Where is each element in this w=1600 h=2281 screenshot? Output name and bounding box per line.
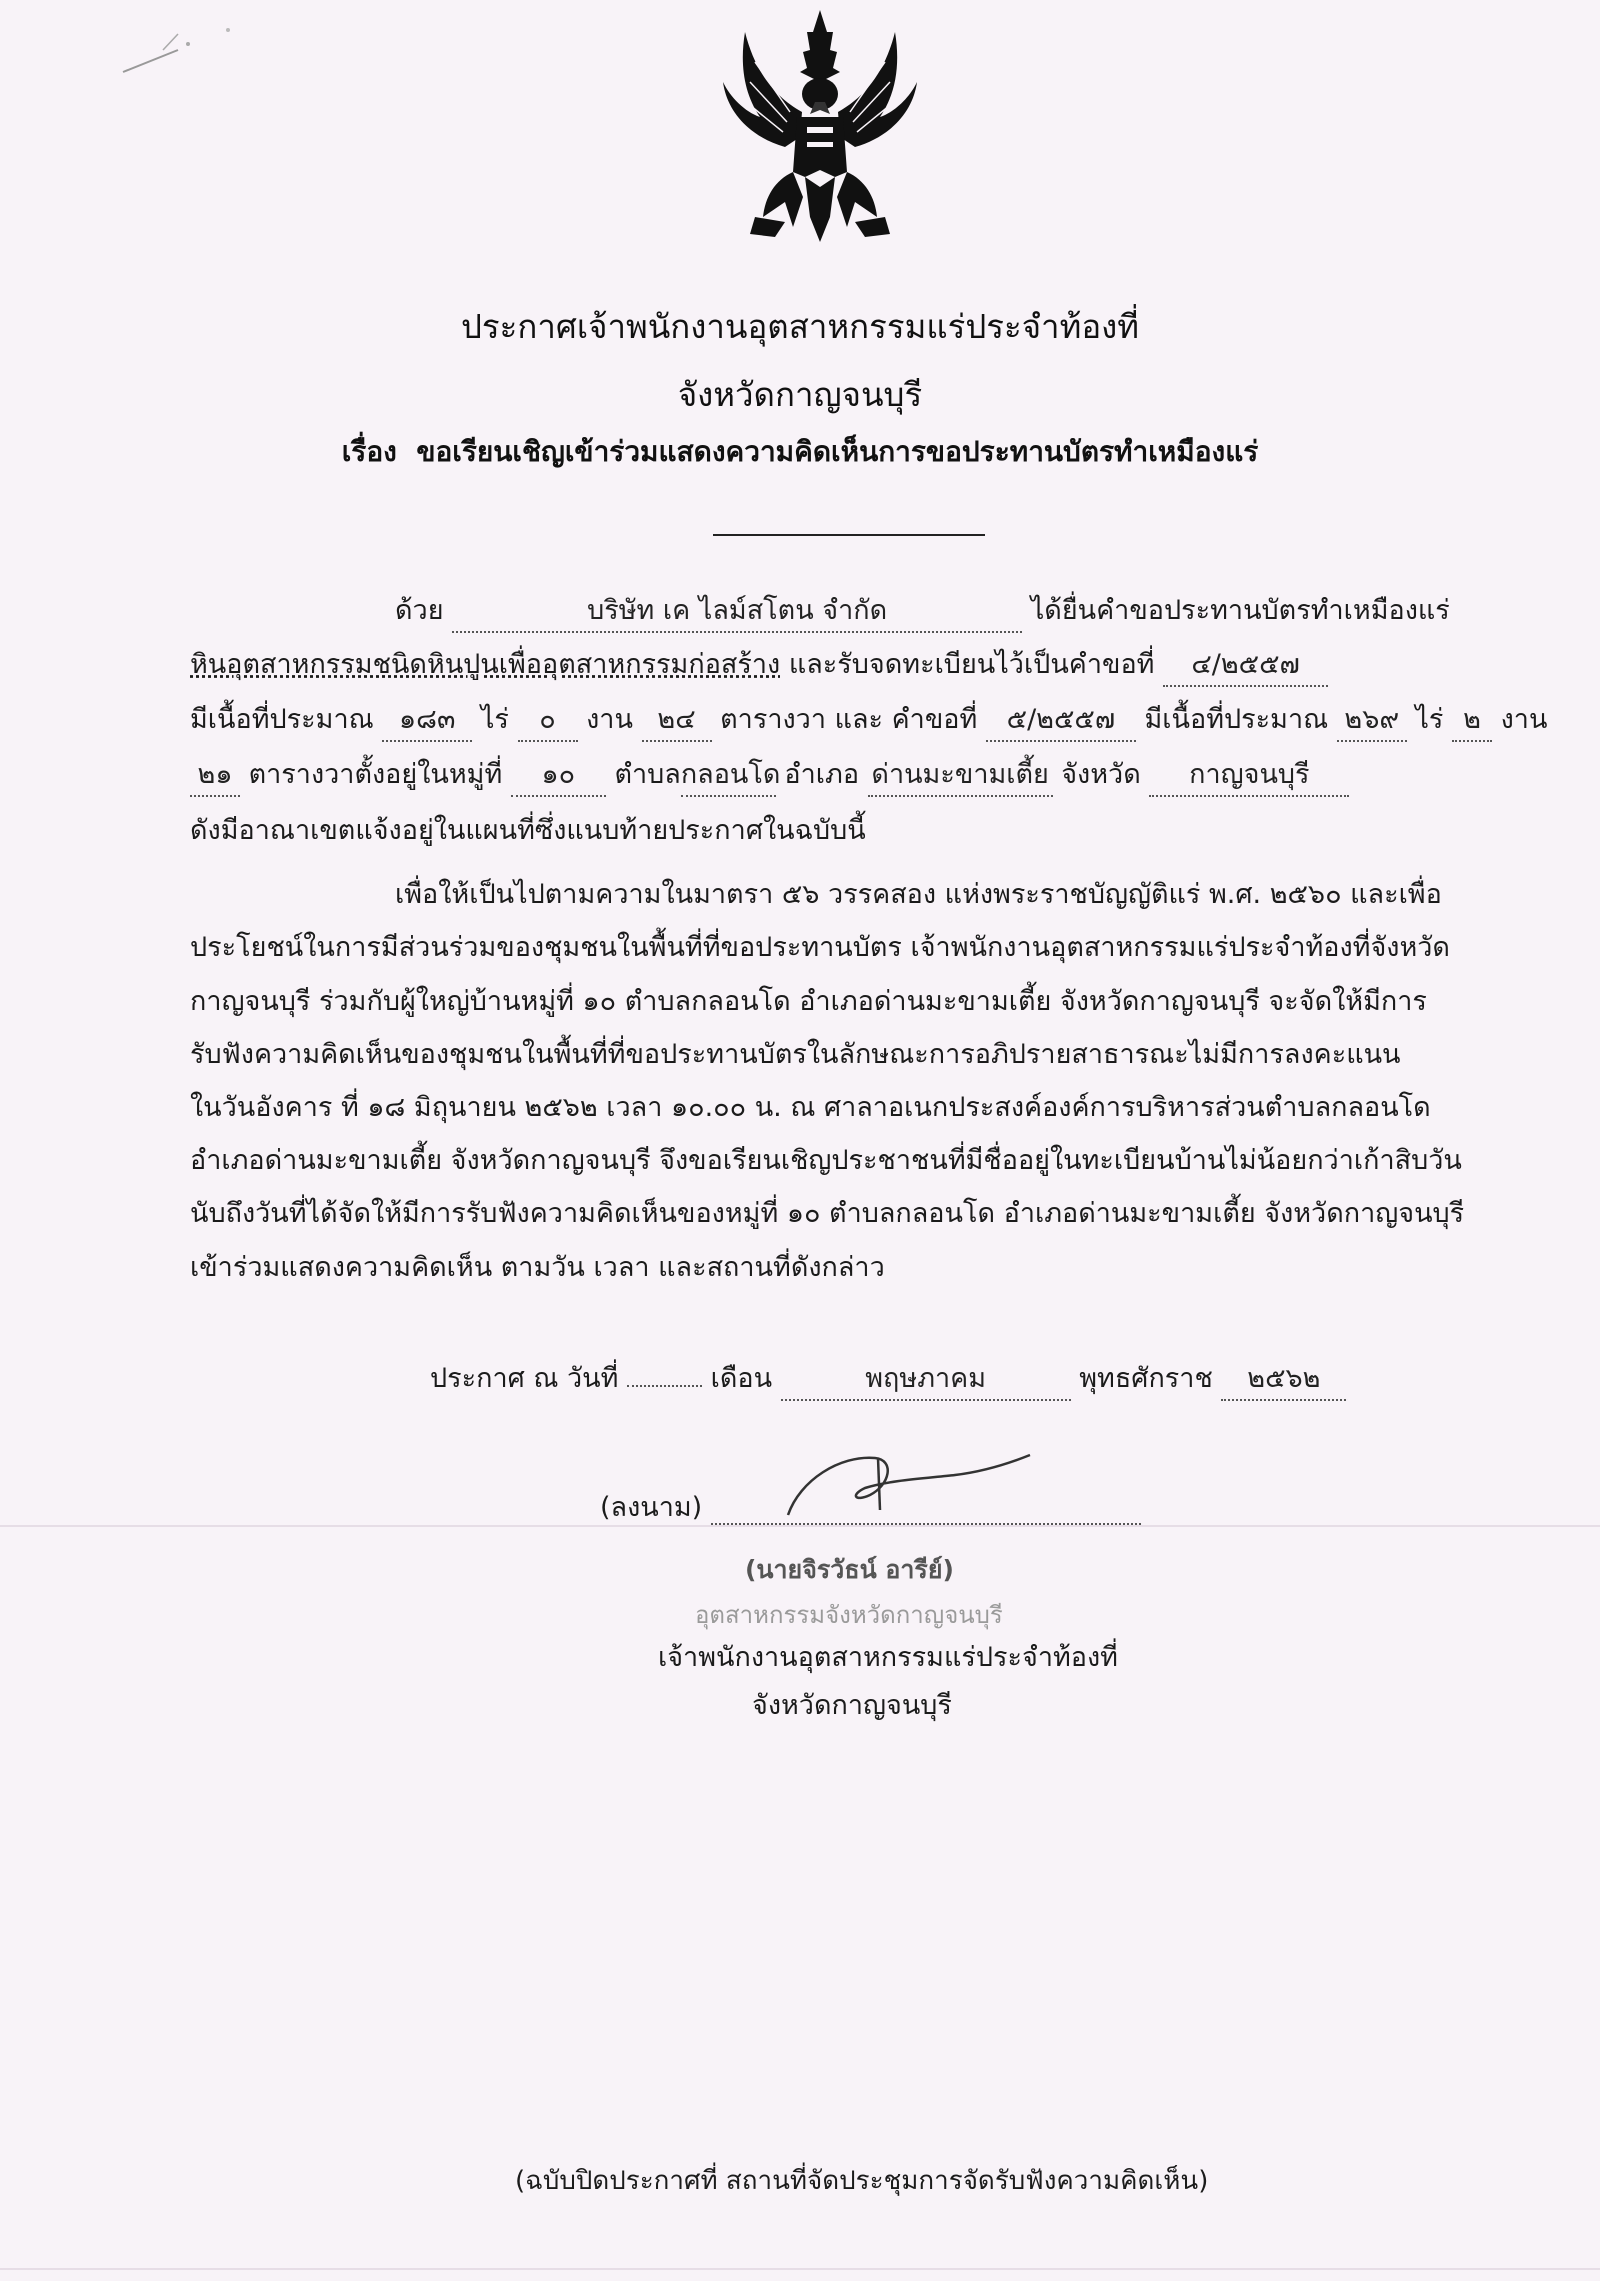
heading-divider: [713, 534, 985, 536]
body-line: นับถึงวันที่ได้จัดให้มีการรับฟังความคิดเห็นของหมู่ที่ ๑๐ ตำบลกลอนโด อำเภอด่านมะขามเตี้ย จังหวัดกาญจนบุรี: [190, 1198, 1465, 1229]
mineral-text: หินอุตสาหกรรมชนิดหินปูนเพื่ออุตสาหกรรมก่อสร้าง: [190, 649, 781, 680]
heading-line-1: ประกาศเจ้าพนักงานอุตสาหกรรมแร่ประจำท้องที่: [460, 307, 1140, 346]
rai-label: ไร่: [480, 704, 509, 735]
stamp-line: อุตสาหกรรมจังหวัดกาญจนบุรี: [695, 1601, 1003, 1629]
request-2-field: ๕/๒๕๕๗: [986, 697, 1136, 742]
area-label-2: มีเนื้อที่ประมาณ: [1144, 704, 1329, 735]
ngan-2-field: ๒: [1452, 697, 1492, 742]
signer-title-2: จังหวัดกาญจนบุรี: [752, 1690, 952, 1721]
year-field: ๒๕๖๒: [1221, 1356, 1346, 1401]
by-label: ด้วย: [395, 595, 444, 626]
form-line-2: [190, 642, 1328, 687]
heading-line-2: จังหวัดกาญจนบุรี: [677, 375, 923, 414]
paper-edge: [0, 2268, 1600, 2270]
registered-text: และรับจดทะเบียนไว้เป็นคำขอที่: [788, 649, 1155, 680]
company-field: บริษัท เค ไลม์สโตน จำกัด: [452, 588, 1022, 633]
body-line: เพื่อให้เป็นไปตามความในมาตรา ๕๖ วรรคสอง แห่งพระราชบัญญัติแร่ พ.ศ. ๒๕๖๐ และเพื่อ: [395, 879, 1442, 910]
subject-line: [0, 430, 1600, 474]
request-1-field: ๔/๒๕๕๗: [1163, 642, 1328, 687]
tambon-label: ตำบล: [614, 759, 681, 790]
month-field: พฤษภาคม: [781, 1356, 1071, 1401]
form-line-3: [190, 697, 1547, 742]
area-label: มีเนื้อที่ประมาณ: [190, 704, 374, 735]
filed-text: ได้ยื่นคำขอประทานบัตรทำเหมืองแร่: [1030, 595, 1450, 626]
year-label: พุทธศักราช: [1079, 1363, 1213, 1394]
signer-title-1: เจ้าพนักงานอุตสาหกรรมแร่ประจำท้องที่: [658, 1642, 1118, 1673]
form-line-1: [395, 588, 1450, 633]
tambon-field: กลอนโด: [681, 752, 776, 797]
wa-located-text: ตารางวาตั้งอยู่ในหมู่ที่: [248, 759, 503, 790]
body-line: เข้าร่วมแสดงความคิดเห็น ตามวัน เวลา และสถานที่ดังกล่าว: [190, 1252, 885, 1283]
rai-2-field: ๒๖๙: [1337, 697, 1407, 742]
signer-name: (นายจิรวัธน์ อารีย์): [745, 1555, 954, 1584]
province-label: จังหวัด: [1061, 759, 1141, 790]
subject-label: เรื่อง: [341, 435, 397, 468]
ngan-1-field: ๐: [518, 697, 578, 742]
amphoe-field: ด่านมะขามเตี้ย: [868, 752, 1053, 797]
village-field: ๑๐: [511, 752, 606, 797]
ngan-label: งาน: [586, 704, 633, 735]
body-line: รับฟังความคิดเห็นของชุมชนในพื้นที่ที่ขอประทานบัตรในลักษณะการอภิปรายสาธารณะไม่มีการลงคะแนน: [190, 1039, 1401, 1070]
body-line: ประโยชน์ในการมีส่วนร่วมของชุมชนในพื้นที่ที่ขอประทานบัตร เจ้าพนักงานอุตสาหกรรมแร่ประจำท้องที่จังหวัด: [190, 932, 1450, 963]
footer-note: (ฉบับปิดประกาศที่ สถานที่จัดประชุมการจัดรับฟังความคิดเห็น): [515, 2166, 1209, 2196]
day-field: [627, 1385, 702, 1387]
ngan-label-2: งาน: [1500, 704, 1548, 735]
wa-2-field: ๒๑: [190, 752, 240, 797]
handwritten-signature: [780, 1440, 1040, 1530]
province-field: กาญจนบุรี: [1149, 752, 1349, 797]
announce-label: ประกาศ ณ วันที่: [430, 1363, 619, 1394]
wa-and-text: ตารางวา และ คำขอที่: [720, 704, 978, 735]
rai-1-field: ๑๘๓: [382, 697, 472, 742]
pencil-mark: [118, 22, 238, 82]
wa-1-field: ๒๔: [642, 697, 712, 742]
announce-date-line: [430, 1356, 1346, 1401]
form-line-4: [190, 752, 1349, 797]
map-note: ดังมีอาณาเขตแจ้งอยู่ในแผนที่ซึ่งแนบท้ายประกาศในฉบับนี้: [190, 815, 866, 846]
subject-text: ขอเรียนเชิญเข้าร่วมแสดงความคิดเห็นการขอประทานบัตรทำเหมืองแร่: [416, 435, 1259, 468]
amphoe-label: อำเภอ: [784, 759, 860, 790]
garuda-emblem-icon: [715, 2, 925, 252]
rai-label-2: ไร่: [1415, 704, 1444, 735]
body-line: กาญจนบุรี ร่วมกับผู้ใหญ่บ้านหมู่ที่ ๑๐ ตำบลกลอนโด อำเภอด่านมะขามเตี้ย จังหวัดกาญจนบุรี จะจัดให้มีการ: [190, 986, 1427, 1017]
body-line: อำเภอด่านมะขามเตี้ย จังหวัดกาญจนบุรี จึงขอเรียนเชิญประชาชนที่มีชื่ออยู่ในทะเบียนบ้านไม่น้อยกว่าเก้าสิบวัน: [190, 1145, 1462, 1176]
body-line: ในวันอังคาร ที่ ๑๘ มิถุนายน ๒๕๖๒ เวลา ๑๐.๐๐ น. ณ ศาลาอเนกประสงค์องค์การบริหารส่วนตำบลกลอนโด: [190, 1092, 1431, 1123]
sign-label: (ลงนาม): [600, 1492, 703, 1523]
month-label: เดือน: [710, 1363, 773, 1394]
